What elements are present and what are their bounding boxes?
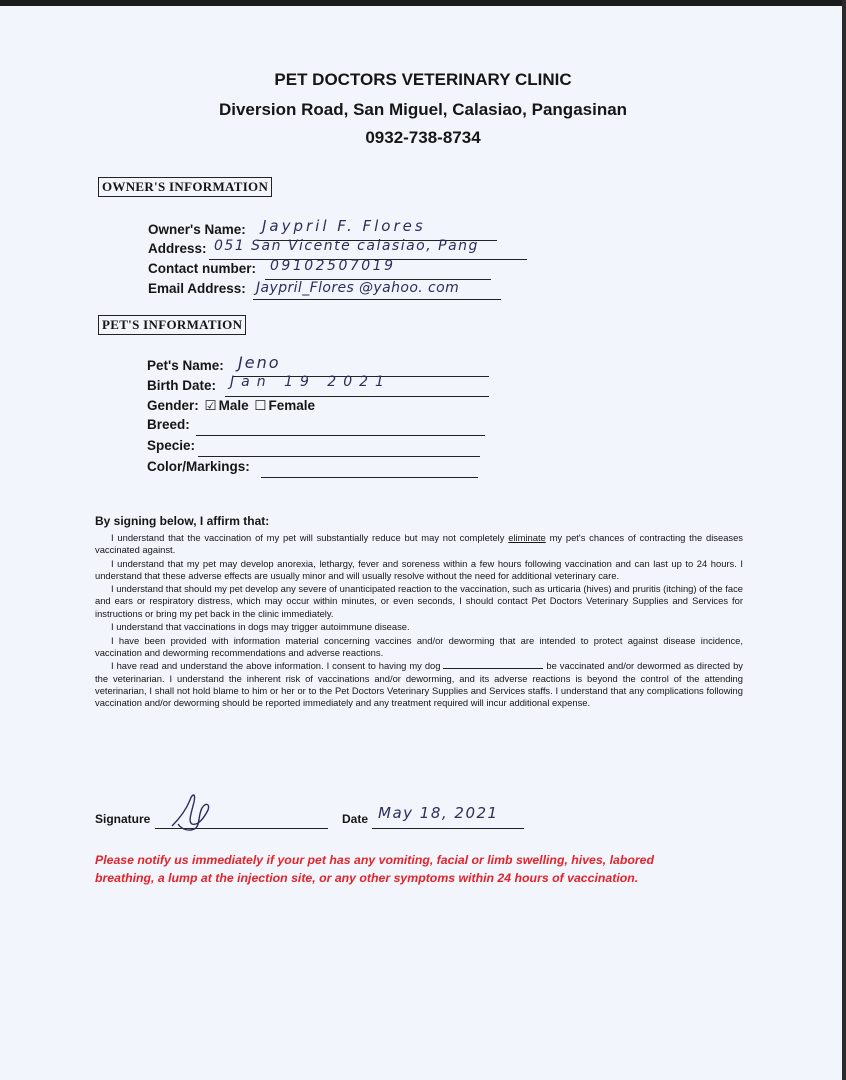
affirmation-title: By signing below, I affirm that: [95,514,270,528]
scan-right-edge [842,0,846,1080]
owner-email-label: Email Address: [148,281,246,296]
owner-contact-value: 09102507019 [270,258,396,274]
date-label: Date [342,812,369,826]
pet-breed-label: Breed: [147,417,190,432]
pet-color-label: Color/Markings: [147,459,250,474]
pet-gender-row [147,398,315,414]
pet-gender-label: Gender: [147,398,199,413]
male-checkbox[interactable]: ☑ [204,398,217,413]
female-checkbox[interactable]: ☐ [254,398,267,413]
pet-color-field[interactable] [261,459,478,478]
affirmation-paragraph: I understand that my pet may develop anorexia, lethargy, fever and soreness within a few hours following vaccination and can last up to 24 hours. I understand that these adverse effects are usually minor and will usually resolve without the need for additional veterinary care. [95,557,743,581]
clinic-address: Diversion Road, San Miguel, Calasiao, Pangasinan [218,100,628,119]
affirmation-text [95,532,743,710]
affirmation-paragraph: I understand that vaccinations in dogs may trigger autoimmune disease. [111,621,410,633]
affirmation-paragraph: I have been provided with information material concerning vaccines and/or deworming that are intended to protect against disease incidence, vaccination and deworming recommendations and adverse reactions. [95,634,743,658]
clinic-phone: 0932-738-8734 [365,128,481,147]
owner-address-label: Address: [148,241,207,256]
affirmation-paragraph: I understand that the vaccination of my pet will substantially reduce but may not completely eliminate my pet's chances of contracting the diseases vaccinated against. [95,532,743,556]
date-value: May 18, 2021 [378,804,499,822]
pet-birthdate-value: Jan 19 2021 [230,374,391,390]
pet-name-value: Jeno [238,353,281,372]
owner-name-label: Owner's Name: [148,222,246,237]
owner-address-value: 051 San Vicente calasiao, Pang [214,238,479,254]
male-label: Male [218,398,249,413]
clinic-name: PET DOCTORS VETERINARY CLINIC [274,70,572,89]
pet-specie-field[interactable] [198,438,480,457]
pet-section-heading: PET'S INFORMATION [98,315,246,335]
dog-name-blank[interactable] [443,668,543,669]
affirmation-paragraph: I understand that should my pet develop any severe of unanticipated reaction to the vaccination, such as urticaria (hives) and pruritis (itching) of the face and ears or respiratory distress, which may occur within minutes, or even seconds, I should contact Pet Doctors Veterinary Supplies and Services for instructions or bring my pet back in the clinic immediately. [95,583,743,619]
owner-name-value: Jaypril F. Flores [262,217,426,235]
affirmation-paragraph: I have read and understand the above information. I consent to having my dog be vaccinated and/or dewormed as directed by the veterinarian. I understand the inherent risk of vaccinations and/or deworming, and its adverse reactions is beyond the control of the attending veterinarian, I shall not hold blame to him or her or to the Pet Doctors Veterinary Supplies and Services staffs. I understand that any complications following vaccination and/or deworming should be reported immediately and any treatment required will incur additional expense. [95,660,743,708]
pet-name-label: Pet's Name: [147,358,224,373]
owner-contact-label: Contact number: [148,261,256,276]
pet-specie-label: Specie: [147,438,196,453]
owner-section-heading: OWNER'S INFORMATION [98,177,272,197]
handwritten-signature [160,788,222,838]
pet-birthdate-label: Birth Date: [147,378,217,393]
pet-breed-field[interactable] [196,417,485,436]
vaccination-notice: Please notify us immediately if your pet has any vomiting, facial or limb swelling, hives, labored breathing, a lump at the injection site, or any other symptoms within 24 hours of vaccination. [95,853,654,885]
owner-email-value: Jaypril_Flores @yahoo. com [256,280,460,296]
female-label: Female [268,398,316,413]
signature-label: Signature [95,812,151,826]
